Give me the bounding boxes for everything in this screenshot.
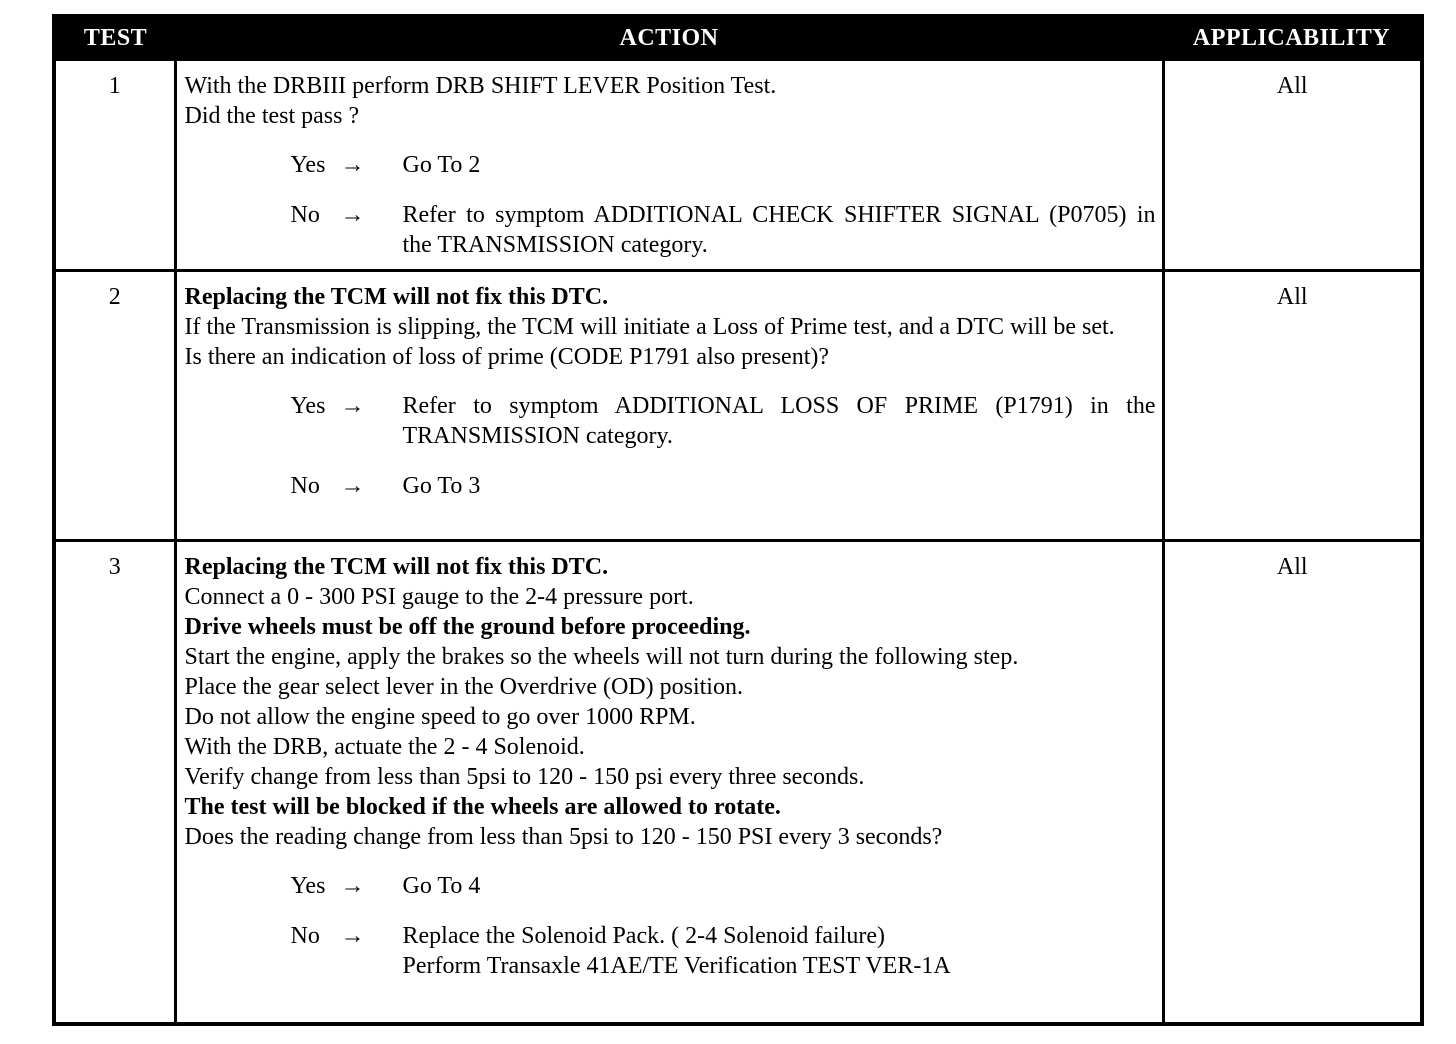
option-yes	[291, 871, 1156, 901]
action-cell	[175, 271, 1163, 541]
action-cell	[175, 541, 1163, 1024]
action-line: Connect a 0 - 300 PSI gauge to the 2-4 pressure port.	[184, 584, 694, 610]
action-line: Do not allow the engine speed to go over 1000 RPM.	[184, 704, 696, 730]
header-action: ACTION	[175, 16, 1163, 60]
option-answer: Yes	[290, 393, 326, 419]
option-no	[291, 200, 1156, 260]
table-body	[54, 60, 1422, 1024]
action-line: Place the gear select lever in the Overdrive (OD) position.	[184, 674, 743, 700]
option-answer: No	[290, 202, 320, 228]
test-number: 3	[54, 541, 175, 1024]
action-line: Verify change from less than 5psi to 120 - 150 psi every three seconds.	[184, 764, 865, 790]
option-result: Go To 2	[402, 152, 481, 178]
arrow-icon: →	[340, 873, 365, 899]
option-result: Refer to symptom ADDITIONAL LOSS OF PRIME (P1791) in the TRANSMISSION category.	[402, 393, 1156, 449]
applicability-cell: All	[1163, 60, 1422, 271]
header-applicability: APPLICABILITY	[1163, 16, 1422, 60]
test-table	[52, 14, 1424, 1026]
arrow-icon: →	[340, 152, 365, 178]
arrow-icon: →	[340, 202, 365, 228]
option-result: Replace the Solenoid Pack. ( 2-4 Solenoid failure) Perform Transaxle 41AE/TE Verification TEST VER-1A	[402, 923, 951, 979]
header-test: TEST	[54, 16, 175, 60]
option-result: Refer to symptom ADDITIONAL CHECK SHIFTER SIGNAL (P0705) in the TRANSMISSION category.	[402, 202, 1156, 258]
action-line-bold: The test will be blocked if the wheels are allowed to rotate.	[184, 794, 781, 820]
header-row	[54, 16, 1422, 60]
action-line: With the DRB, actuate the 2 - 4 Solenoid.	[184, 734, 585, 760]
action-line: With the DRBIII perform DRB SHIFT LEVER Position Test.	[184, 73, 777, 99]
option-no	[291, 921, 1156, 981]
action-line: Is there an indication of loss of prime (CODE P1791 also present)?	[184, 344, 830, 370]
action-line-bold: Replacing the TCM will not fix this DTC.	[184, 554, 609, 580]
action-line: Start the engine, apply the brakes so the wheels will not turn during the following step.	[184, 644, 1019, 670]
option-answer: No	[290, 473, 320, 499]
applicability-cell: All	[1163, 271, 1422, 541]
table-row	[54, 271, 1422, 541]
action-line: If the Transmission is slipping, the TCM will initiate a Loss of Prime test, and a DTC will be set.	[184, 314, 1115, 340]
option-answer: Yes	[290, 873, 326, 899]
arrow-icon: →	[340, 393, 365, 419]
test-number: 2	[54, 271, 175, 541]
action-line: Did the test pass ?	[184, 103, 360, 129]
option-yes	[291, 150, 1156, 180]
option-result: Go To 4	[402, 873, 481, 899]
table-row	[54, 541, 1422, 1024]
applicability-cell: All	[1163, 541, 1422, 1024]
option-yes	[291, 391, 1156, 451]
option-no	[291, 471, 1156, 501]
arrow-icon: →	[340, 923, 365, 949]
action-line: Does the reading change from less than 5psi to 120 - 150 PSI every 3 seconds?	[184, 824, 943, 850]
action-line-bold: Replacing the TCM will not fix this DTC.	[184, 284, 609, 310]
option-answer: Yes	[290, 152, 326, 178]
test-number: 1	[54, 60, 175, 271]
option-answer: No	[290, 923, 320, 949]
action-cell	[175, 60, 1163, 271]
arrow-icon: →	[340, 473, 365, 499]
action-line-bold: Drive wheels must be off the ground before proceeding.	[184, 614, 751, 640]
table-row	[54, 60, 1422, 271]
option-result: Go To 3	[402, 473, 481, 499]
